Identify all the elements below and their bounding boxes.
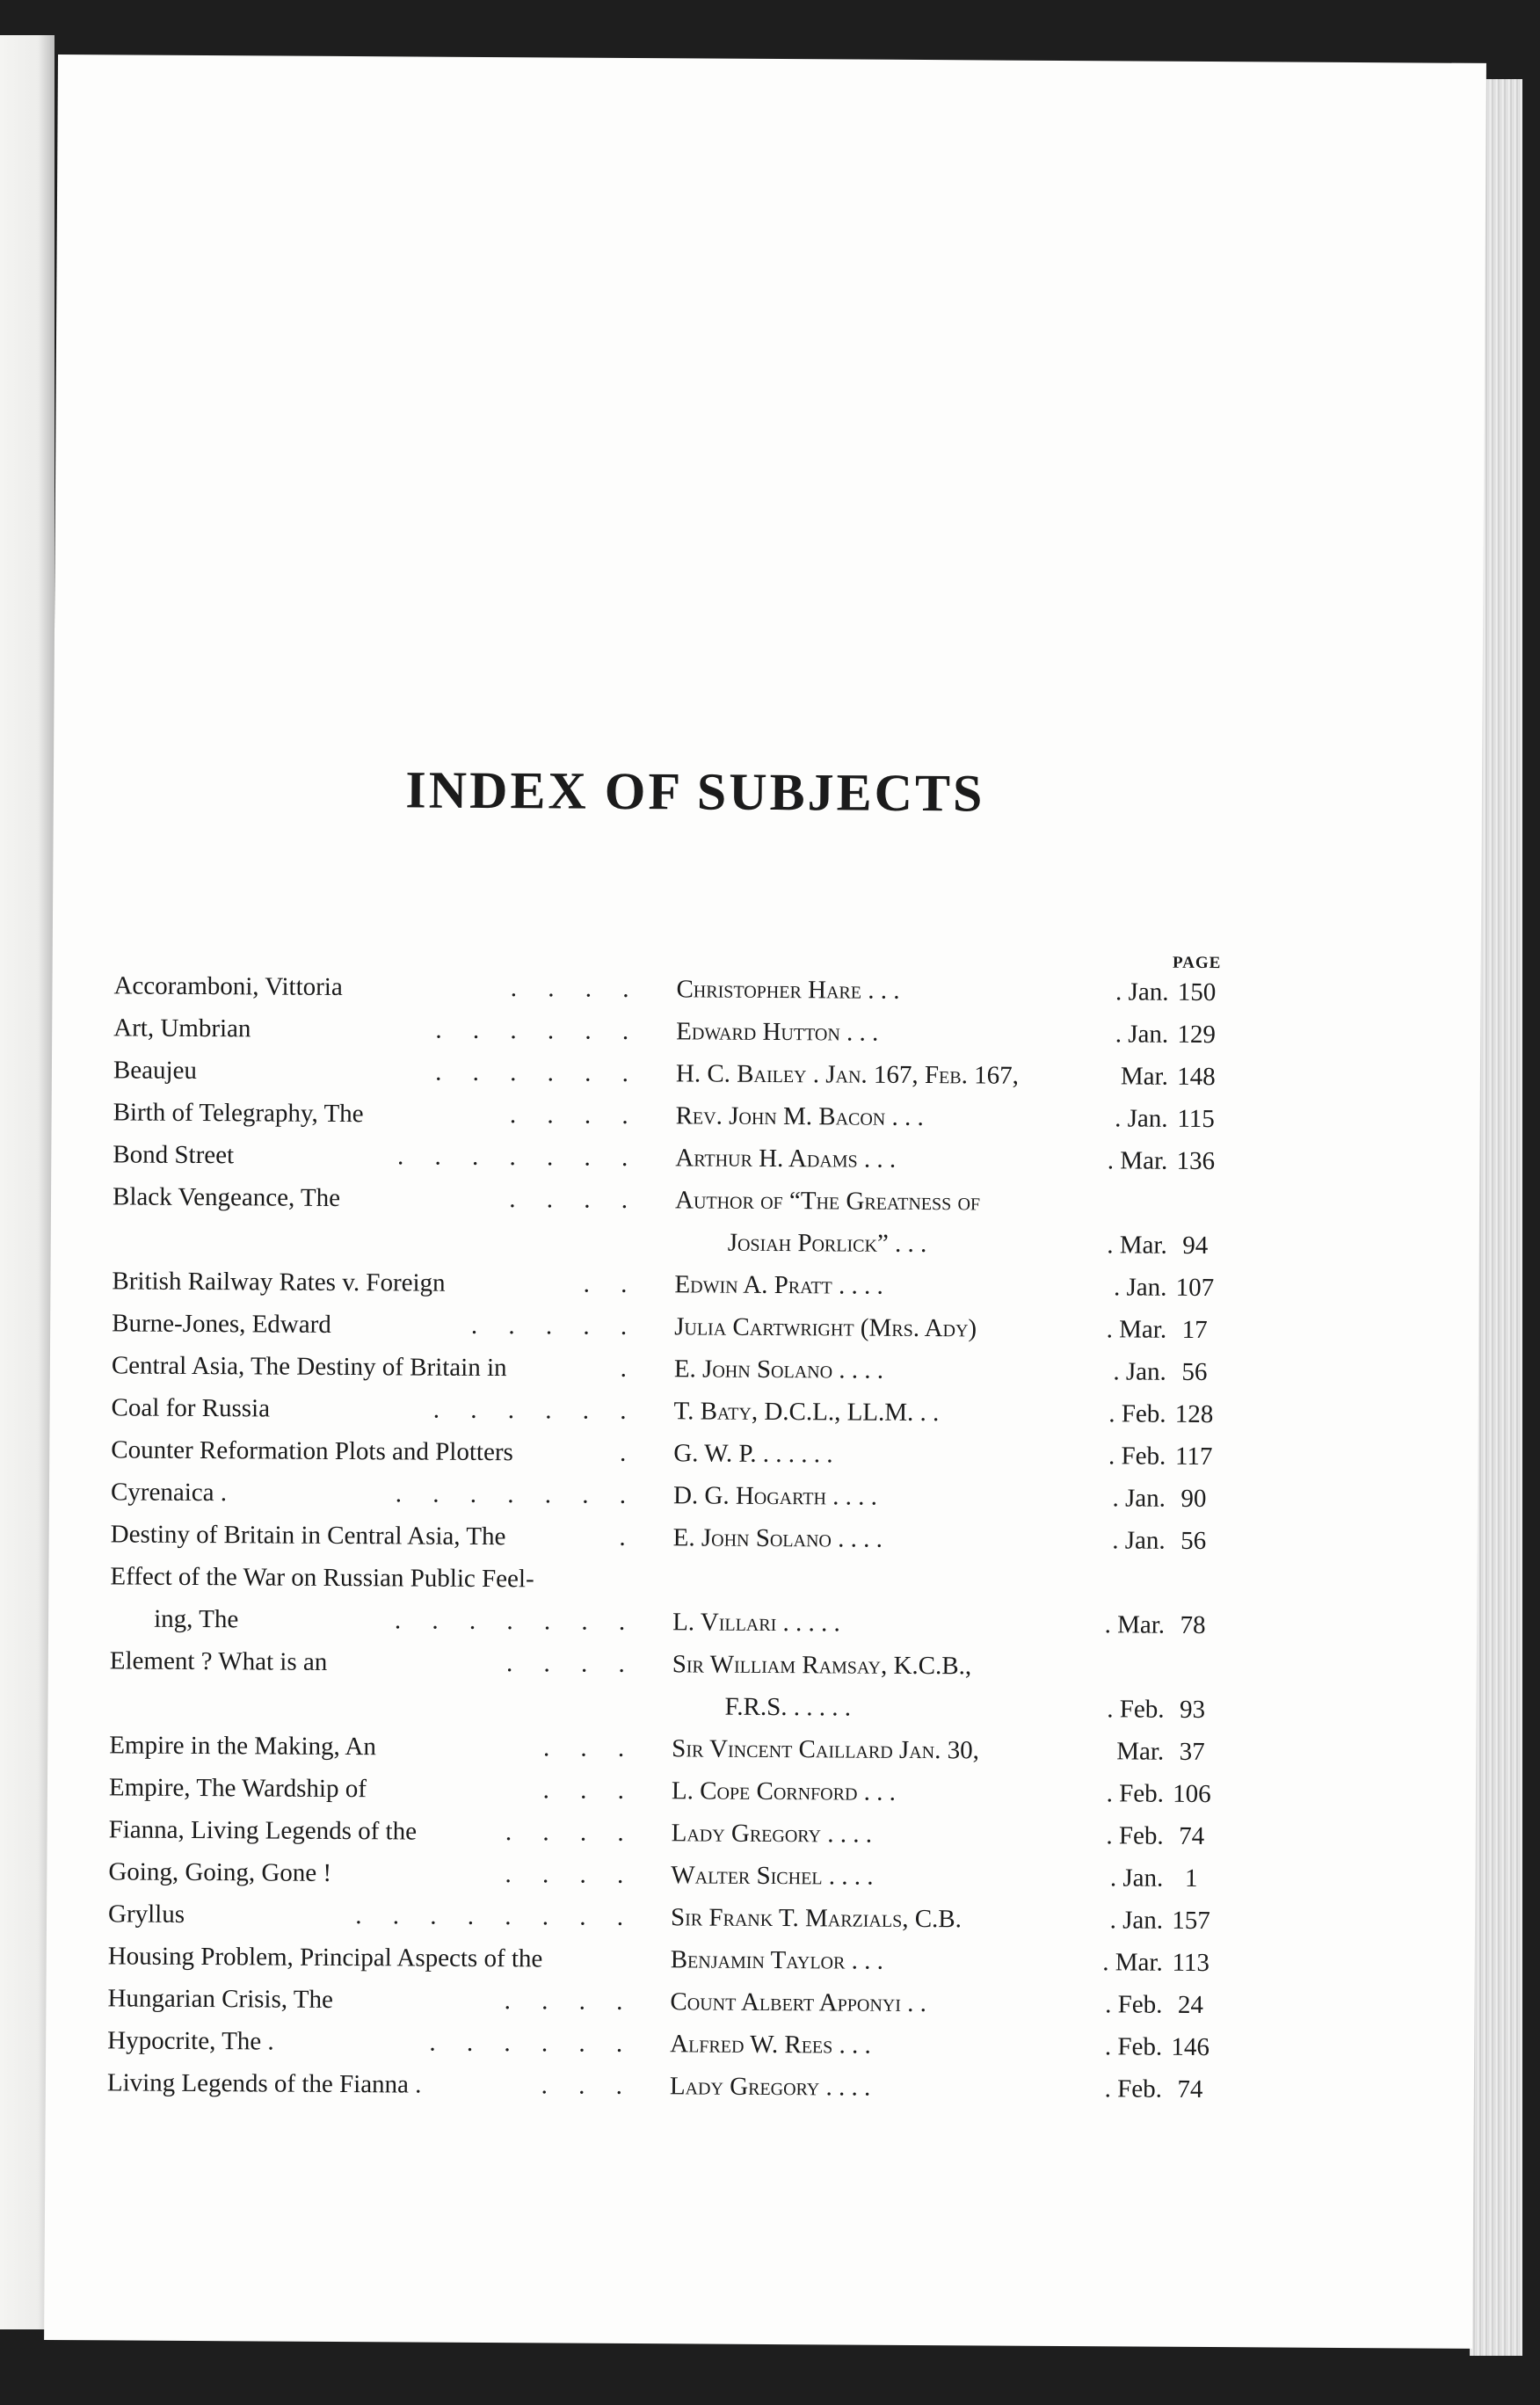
entry-author: Sir Frank T. Marzials, C.B. bbox=[670, 1903, 962, 1934]
entry-author: T. Baty, D.C.L., LL.M. . . bbox=[673, 1397, 940, 1428]
entry-page: 74 bbox=[1177, 2074, 1203, 2103]
entry-subject: British Railway Rates v. Foreign bbox=[112, 1267, 446, 1297]
entry-subject: Empire, The Wardship of bbox=[108, 1773, 367, 1804]
entry-author: Lady Gregory . . . . bbox=[671, 1819, 873, 1849]
entry-author: Sir Vincent Caillard Jan. 30, bbox=[672, 1734, 979, 1765]
entry-issue: . Jan. bbox=[1112, 1484, 1166, 1513]
entry-subject: Burne-Jones, Edward bbox=[112, 1309, 331, 1339]
entry-issue: . Mar. bbox=[1106, 1315, 1167, 1344]
subject-leader-dots: . . . . . . bbox=[435, 1015, 642, 1046]
subject-leader-dots: . . . . . . bbox=[432, 1395, 639, 1426]
entry-page: 146 bbox=[1171, 2032, 1210, 2062]
entry-page: 106 bbox=[1173, 1779, 1211, 1809]
subject-leader-dots: . . . . . . bbox=[435, 1057, 642, 1088]
entry-author: Edward Hutton . . . bbox=[676, 1017, 879, 1047]
entry-subject: Effect of the War on Russian Public Feel- bbox=[110, 1562, 534, 1594]
entry-subject: Living Legends of the Fianna . bbox=[106, 2068, 422, 2099]
entry-subject: Housing Problem, Principal Aspects of the bbox=[107, 1942, 543, 1973]
entry-subject: Birth of Telegraphy, The bbox=[113, 1098, 364, 1129]
entry-subject: Empire in the Making, An bbox=[109, 1731, 377, 1762]
entry-page: 128 bbox=[1174, 1399, 1214, 1429]
subject-leader-dots: . bbox=[619, 1522, 638, 1552]
subject-leader-dots: . bbox=[619, 1438, 639, 1468]
entry-page: 115 bbox=[1177, 1104, 1215, 1134]
index-entry bbox=[109, 1724, 1234, 1767]
entry-page: 78 bbox=[1180, 1610, 1206, 1640]
entry-subject: Art, Umbrian bbox=[113, 1014, 251, 1043]
subject-leader-dots: . . . . bbox=[505, 1649, 637, 1679]
index-entry bbox=[113, 964, 1239, 1007]
entry-subject: Hypocrite, The . bbox=[107, 2026, 274, 2056]
entry-issue: . Jan. bbox=[1113, 1357, 1166, 1386]
entry-author: Author of “The Greatness of bbox=[674, 1186, 981, 1217]
entry-author-continued: F.R.S. . . . . . bbox=[724, 1692, 852, 1722]
page-column-header: PAGE bbox=[1172, 953, 1222, 973]
entry-author: Christopher Hare . . . bbox=[676, 975, 900, 1005]
entry-author: Count Albert Apponyi . . bbox=[670, 1987, 927, 2018]
entry-subject-continued: ing, The bbox=[154, 1604, 239, 1634]
entry-page: 24 bbox=[1177, 1990, 1204, 2020]
subject-leader-dots: . . . . bbox=[510, 974, 642, 1004]
subject-leader-dots: . . . . bbox=[504, 1987, 636, 2016]
subject-leader-dots: . bbox=[620, 1354, 639, 1384]
subject-leader-dots: . . . . . . . bbox=[397, 1142, 641, 1173]
page-title: INDEX OF SUBJECTS bbox=[405, 760, 985, 823]
entry-issue: . Jan. bbox=[1109, 1864, 1164, 1893]
entry-issue: . Mar. bbox=[1102, 1948, 1163, 1977]
entry-page: 37 bbox=[1179, 1737, 1205, 1767]
entry-subject: Gryllus bbox=[107, 1900, 185, 1929]
entry-page: 90 bbox=[1180, 1484, 1207, 1514]
entry-author: H. C. Bailey . Jan. 167, Feb. 167, bbox=[675, 1059, 1019, 1090]
entry-page: 17 bbox=[1181, 1315, 1208, 1345]
subject-leader-dots: . . . bbox=[542, 1776, 637, 1806]
entry-issue: . Mar. bbox=[1104, 1610, 1166, 1639]
entry-issue: . Jan. bbox=[1115, 1020, 1169, 1049]
subject-leader-dots: . . . . . . bbox=[429, 2028, 636, 2059]
entry-author: Lady Gregory . . . . bbox=[669, 2072, 871, 2102]
subject-index bbox=[106, 890, 1239, 2103]
entry-subject: Going, Going, Gone ! bbox=[108, 1857, 332, 1887]
index-entry bbox=[112, 1260, 1238, 1303]
entry-issue: . Feb. bbox=[1108, 1442, 1166, 1471]
entry-subject: Cyrenaica . bbox=[110, 1478, 228, 1508]
entry-issue: . Jan. bbox=[1112, 1526, 1166, 1555]
subject-leader-dots: . . . . bbox=[509, 1185, 641, 1215]
entry-subject: Hungarian Crisis, The bbox=[107, 1984, 333, 2014]
entry-page: 157 bbox=[1172, 1906, 1210, 1936]
entry-author: Benjamin Taylor . . . bbox=[670, 1945, 883, 1975]
entry-issue: . Feb. bbox=[1106, 1821, 1164, 1850]
subject-leader-dots: . . . . bbox=[505, 1860, 636, 1890]
subject-leader-dots: . . . . bbox=[505, 1818, 636, 1848]
entry-issue: . Feb. bbox=[1107, 1695, 1165, 1724]
entry-page: 74 bbox=[1179, 1821, 1205, 1851]
entry-author: Walter Sichel . . . . bbox=[671, 1861, 874, 1891]
entry-page: 56 bbox=[1181, 1357, 1208, 1387]
entry-page: 117 bbox=[1174, 1442, 1213, 1471]
entry-issue: . Jan. bbox=[1115, 977, 1169, 1006]
entry-issue: . Mar. bbox=[1107, 1231, 1167, 1260]
entry-issue: . Mar. bbox=[1107, 1146, 1168, 1175]
book-page bbox=[44, 54, 1486, 2349]
subject-leader-dots: . . . bbox=[541, 2071, 635, 2101]
entry-issue: . Feb. bbox=[1106, 1779, 1165, 1808]
entry-author: Sir William Ramsay, K.C.B., bbox=[672, 1650, 972, 1681]
entry-author: E. John Solano . . . . bbox=[672, 1523, 883, 1553]
entry-page: 148 bbox=[1177, 1062, 1216, 1092]
entry-issue: . Feb. bbox=[1104, 2032, 1163, 2061]
entry-issue: Mar. bbox=[1116, 1737, 1165, 1766]
entry-page: 113 bbox=[1172, 1948, 1210, 1978]
entry-author: L. Cope Cornford . . . bbox=[671, 1777, 897, 1806]
subject-leader-dots: . . . . . . . . bbox=[355, 1901, 636, 1932]
entry-subject: Fianna, Living Legends of the bbox=[108, 1815, 418, 1846]
subject-leader-dots: . . bbox=[583, 1269, 640, 1299]
entry-subject: Beaujeu bbox=[113, 1056, 198, 1085]
entry-subject: Accoramboni, Vittoria bbox=[113, 971, 343, 1001]
entry-page: 150 bbox=[1177, 977, 1217, 1007]
entry-author: E. John Solano . . . . bbox=[673, 1355, 884, 1384]
subject-leader-dots: . . . . bbox=[509, 1101, 641, 1130]
entry-subject: Central Asia, The Destiny of Britain in bbox=[111, 1351, 507, 1383]
subject-leader-dots: . . . . . . . bbox=[395, 1479, 639, 1510]
entry-issue: . Feb. bbox=[1108, 1399, 1166, 1428]
entry-page: 129 bbox=[1177, 1020, 1217, 1050]
subject-leader-dots: . . . . . . . bbox=[394, 1606, 638, 1637]
entry-subject: Black Vengeance, The bbox=[112, 1182, 341, 1212]
entry-page: 56 bbox=[1180, 1526, 1207, 1556]
entry-issue: . Feb. bbox=[1104, 2074, 1162, 2103]
entry-author: Rev. John M. Bacon . . . bbox=[675, 1101, 924, 1132]
entry-author: D. G. Hogarth . . . . bbox=[672, 1481, 878, 1511]
entry-author: Alfred W. Rees . . . bbox=[670, 2030, 871, 2060]
entry-issue: . Feb. bbox=[1105, 1990, 1163, 2019]
entry-subject: Coal for Russia bbox=[111, 1393, 271, 1423]
entry-issue: . Jan. bbox=[1109, 1906, 1164, 1935]
entry-issue: Mar. bbox=[1120, 1062, 1169, 1091]
entry-subject: Destiny of Britain in Central Asia, The bbox=[110, 1520, 506, 1551]
entry-author: G. W. P. . . . . . . bbox=[673, 1439, 833, 1469]
subject-leader-dots: . . . bbox=[542, 1733, 637, 1763]
entry-issue: . Jan. bbox=[1113, 1273, 1167, 1302]
entry-subject: Counter Reformation Plots and Plotters bbox=[111, 1435, 513, 1467]
entry-author-continued: Josiah Porlick” . . . bbox=[727, 1228, 927, 1259]
entry-author: Julia Cartwright (Mrs. Ady) bbox=[674, 1312, 977, 1343]
entry-subject: Element ? What is an bbox=[109, 1646, 328, 1676]
entry-page: 1 bbox=[1185, 1864, 1198, 1893]
entry-page: 136 bbox=[1176, 1146, 1216, 1176]
entry-issue: . Jan. bbox=[1115, 1104, 1168, 1133]
entry-page: 93 bbox=[1179, 1695, 1206, 1725]
subject-leader-dots: . . . . . bbox=[470, 1311, 640, 1341]
entry-page: 107 bbox=[1175, 1273, 1215, 1303]
entry-page: 94 bbox=[1182, 1231, 1209, 1261]
entry-subject: Bond Street bbox=[113, 1140, 235, 1170]
entry-author: Arthur H. Adams . . . bbox=[675, 1144, 897, 1173]
entry-author: L. Villari . . . . . bbox=[672, 1608, 840, 1638]
entry-author: Edwin A. Pratt . . . . bbox=[674, 1270, 883, 1300]
